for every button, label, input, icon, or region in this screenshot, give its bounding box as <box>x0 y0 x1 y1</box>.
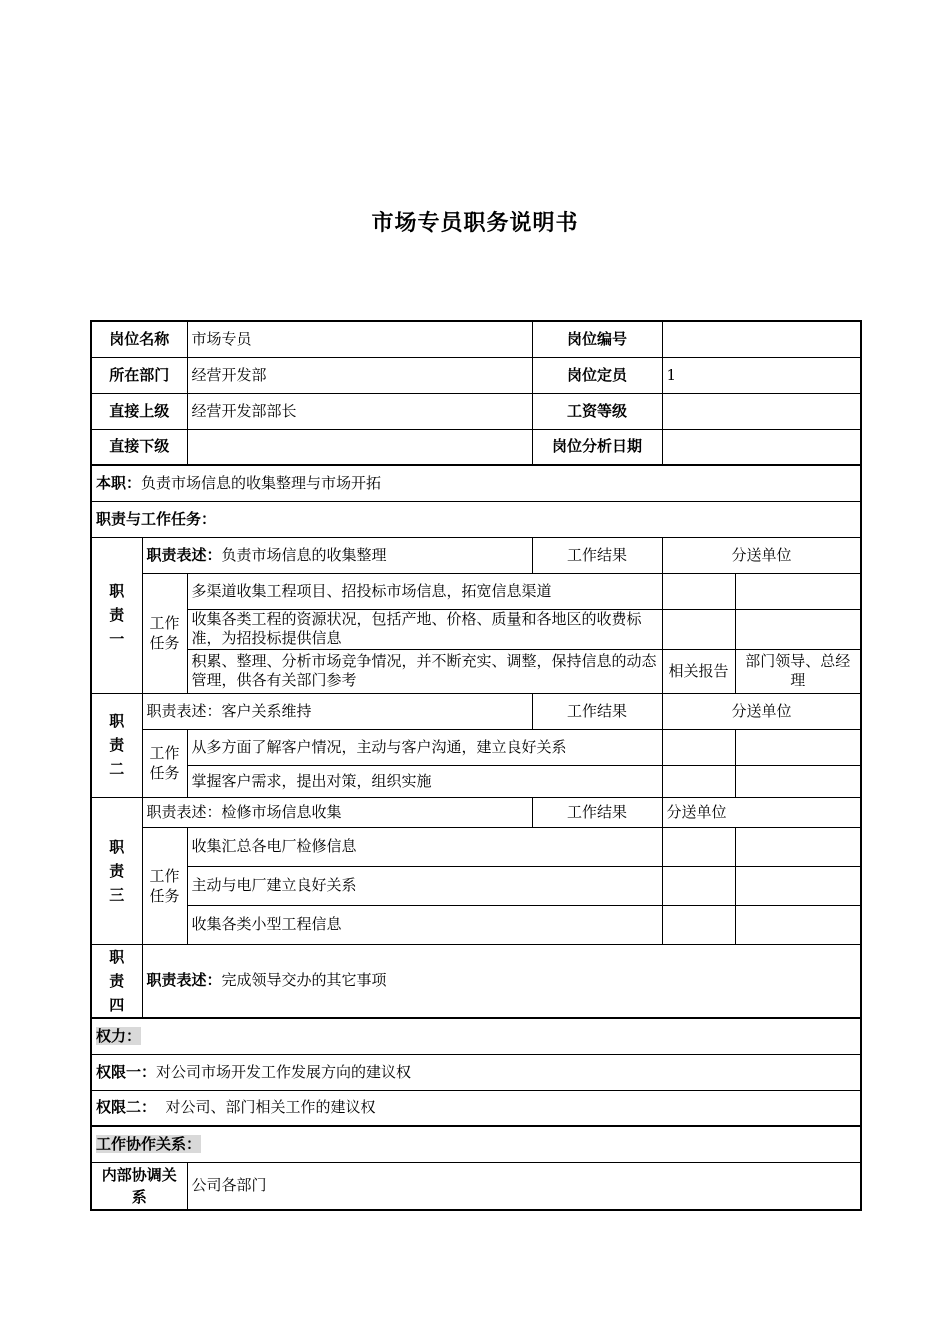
resp3-task-row <box>91 905 861 944</box>
salary-value <box>662 393 861 429</box>
resp1-task-1: 多渠道收集工程项目、招投标市场信息，拓宽信息渠道 <box>187 573 662 609</box>
resp2-task-1: 从多方面了解客户情况，主动与客户沟通，建立良好关系 <box>187 729 662 765</box>
coop-internal-label: 内部协调关系 <box>91 1162 187 1210</box>
coop-heading: 工作协作关系： <box>96 1134 202 1153</box>
resp1-desc: 负责市场信息的收集整理 <box>221 545 387 564</box>
power-2-label: 权限二： <box>96 1098 157 1117</box>
resp2-desc-row <box>91 693 861 729</box>
info-row <box>91 321 861 357</box>
power-1-label: 权限一： <box>96 1062 157 1081</box>
superior-value: 经营开发部部长 <box>187 393 532 429</box>
quota-label: 岗位定员 <box>532 357 662 393</box>
date-label: 岗位分析日期 <box>532 429 662 465</box>
superior-label: 直接上级 <box>91 393 187 429</box>
resp4-desc: 完成领导交办的其它事项 <box>221 971 387 990</box>
resp1-task-label: 工作 任务 <box>142 573 187 693</box>
duty-row <box>91 465 861 501</box>
resp4-label: 职 责 四 <box>91 944 142 1018</box>
tasks-heading: 职责与工作任务： <box>91 501 861 537</box>
resp1-task-3: 积累、整理、分析市场竞争情况，并不断充实、调整，保持信息的动态管理，供各有关部门参考 <box>187 649 662 693</box>
quota-value: 1 <box>662 357 861 393</box>
resp3-label: 职 责 三 <box>91 797 142 944</box>
duty-text: 负责市场信息的收集整理与市场开拓 <box>141 473 382 492</box>
resp3-desc-row <box>91 797 861 827</box>
job-table <box>90 320 862 1211</box>
dept-label: 所在部门 <box>91 357 187 393</box>
resp2-task-label: 工作 任务 <box>142 729 187 797</box>
resp3-task-label: 工作 任务 <box>142 827 187 944</box>
resp3-result-header: 工作结果 <box>532 797 662 827</box>
job-description-form <box>90 320 860 1211</box>
resp1-task-row <box>91 649 861 693</box>
power-2-text: 对公司、部门相关工作的建议权 <box>156 1098 376 1117</box>
coop-heading-row <box>91 1126 861 1162</box>
resp2-task-2: 掌握客户需求，提出对策，组织实施 <box>187 765 662 797</box>
resp3-task-2: 主动与电厂建立良好关系 <box>187 866 662 905</box>
dept-value: 经营开发部 <box>187 357 532 393</box>
resp1-desc-label: 职责表述： <box>146 545 222 564</box>
resp1-unit-header: 分送单位 <box>662 537 861 573</box>
power-row <box>91 1054 861 1090</box>
resp2-label: 职 责 二 <box>91 693 142 797</box>
subordinate-label: 直接下级 <box>91 429 187 465</box>
resp3-unit-header: 分送单位 <box>662 797 861 827</box>
resp2-result-header: 工作结果 <box>532 693 662 729</box>
page-title: 市场专员职务说明书 <box>371 210 579 236</box>
resp1-unit-3: 部门领导、总经理 <box>735 649 861 693</box>
power-heading: 权力： <box>96 1026 142 1045</box>
resp4-row <box>91 944 861 1018</box>
resp1-label: 职 责 一 <box>91 537 142 693</box>
resp4-desc-label: 职责表述： <box>146 971 222 990</box>
power-heading-row <box>91 1018 861 1054</box>
info-row <box>91 429 861 465</box>
subordinate-value <box>187 429 532 465</box>
resp3-task-row <box>91 827 861 866</box>
resp3-task-1: 收集汇总各电厂检修信息 <box>187 827 662 866</box>
duty-label: 本职： <box>96 473 142 492</box>
resp2-desc: 职责表述：客户关系维持 <box>142 693 532 729</box>
post-name-value: 市场专员 <box>187 321 532 357</box>
power-1-text: 对公司市场开发工作发展方向的建议权 <box>156 1062 412 1081</box>
resp1-task-row <box>91 573 861 609</box>
resp2-task-row <box>91 729 861 765</box>
info-row <box>91 393 861 429</box>
post-no-value <box>662 321 861 357</box>
resp1-result-3: 相关报告 <box>662 649 735 693</box>
coop-internal-row <box>91 1162 861 1210</box>
resp1-task-row <box>91 609 861 649</box>
post-name-label: 岗位名称 <box>91 321 187 357</box>
date-value <box>662 429 861 465</box>
resp3-task-row <box>91 866 861 905</box>
salary-label: 工资等级 <box>532 393 662 429</box>
info-row <box>91 357 861 393</box>
resp3-task-3: 收集各类小型工程信息 <box>187 905 662 944</box>
post-no-label: 岗位编号 <box>532 321 662 357</box>
resp1-result-header: 工作结果 <box>532 537 662 573</box>
resp1-task-2: 收集各类工程的资源状况，包括产地、价格、质量和各地区的收费标准，为招投标提供信息 <box>187 609 662 649</box>
resp2-task-row <box>91 765 861 797</box>
resp2-unit-header: 分送单位 <box>662 693 861 729</box>
power-row <box>91 1090 861 1126</box>
coop-internal-text: 公司各部门 <box>187 1162 861 1210</box>
resp3-desc: 职责表述：检修市场信息收集 <box>142 797 532 827</box>
resp1-desc-row <box>91 537 861 573</box>
tasks-heading-row <box>91 501 861 537</box>
